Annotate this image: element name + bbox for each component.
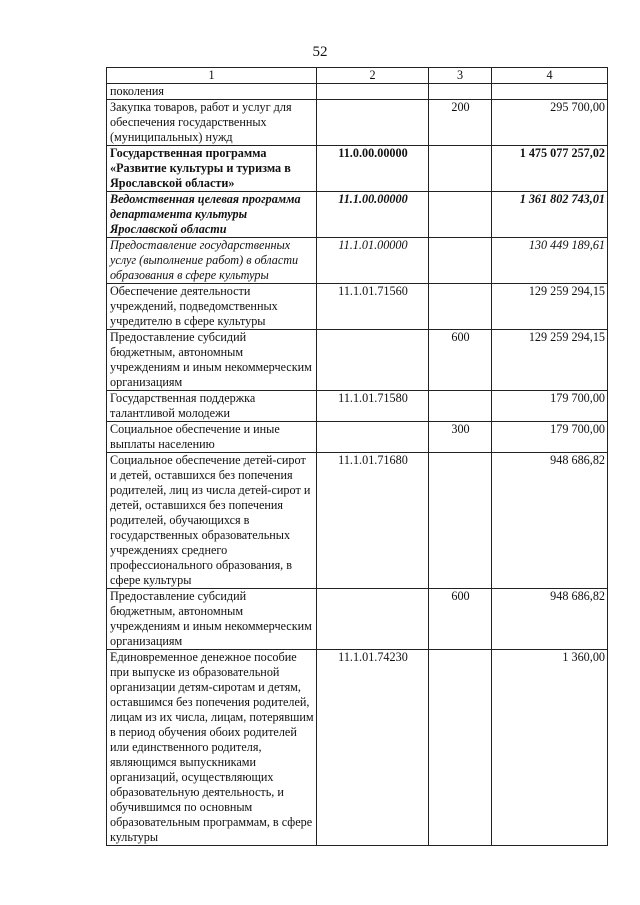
- table-row: [107, 100, 608, 146]
- row-name: поколения: [107, 84, 317, 100]
- header-col-4: 4: [492, 68, 608, 84]
- row-code: 11.1.01.00000: [317, 238, 429, 284]
- row-expense-kind: [429, 238, 492, 284]
- row-expense-kind: [429, 391, 492, 422]
- table-row: [107, 330, 608, 391]
- table-row: [107, 284, 608, 330]
- row-code: 11.1.01.71560: [317, 284, 429, 330]
- row-amount: 1 475 077 257,02: [492, 146, 608, 192]
- row-expense-kind: [429, 146, 492, 192]
- table-row: [107, 650, 608, 846]
- table-row: [107, 146, 608, 192]
- table-row: [107, 589, 608, 650]
- header-col-2: 2: [317, 68, 429, 84]
- row-name: Предоставление субсидий бюджетным, автономным учреждениям и иным некоммерческим организациям: [107, 330, 317, 391]
- table-row: [107, 391, 608, 422]
- row-expense-kind: [429, 192, 492, 238]
- row-amount: 1 361 802 743,01: [492, 192, 608, 238]
- table-row: [107, 84, 608, 100]
- row-code: [317, 330, 429, 391]
- budget-table: [106, 67, 608, 846]
- row-code: 11.1.01.71580: [317, 391, 429, 422]
- row-code: [317, 84, 429, 100]
- row-name: Ведомственная целевая программа департамента культуры Ярославской области: [107, 192, 317, 238]
- row-amount: 948 686,82: [492, 453, 608, 589]
- table-row: [107, 422, 608, 453]
- row-amount: [492, 84, 608, 100]
- row-name: Предоставление субсидий бюджетным, автономным учреждениям и иным некоммерческим организациям: [107, 589, 317, 650]
- row-code: 11.1.00.00000: [317, 192, 429, 238]
- row-code: [317, 589, 429, 650]
- row-amount: 129 259 294,15: [492, 330, 608, 391]
- row-code: 11.1.01.74230: [317, 650, 429, 846]
- row-amount: 948 686,82: [492, 589, 608, 650]
- row-amount: 130 449 189,61: [492, 238, 608, 284]
- row-amount: 295 700,00: [492, 100, 608, 146]
- row-expense-kind: [429, 84, 492, 100]
- header-col-3: 3: [429, 68, 492, 84]
- row-amount: 179 700,00: [492, 422, 608, 453]
- page-number: 52: [312, 44, 328, 60]
- row-name: Единовременное денежное пособие при выпуске из образовательной организации детям-сиротам и детям, оставшимся без попечения родителей, лицам из их числа, лицам, потерявшим в период обучения обоих родителей или единственного родителя, являющимся выпускниками организаций, осуществляющих образовательную деятельность, и обучившимся по основным образовательным программам, в сфере культуры: [107, 650, 317, 846]
- row-expense-kind: 600: [429, 330, 492, 391]
- row-amount: 179 700,00: [492, 391, 608, 422]
- header-col-1: 1: [107, 68, 317, 84]
- table-row: [107, 238, 608, 284]
- row-expense-kind: 600: [429, 589, 492, 650]
- row-expense-kind: 200: [429, 100, 492, 146]
- row-name: Социальное обеспечение и иные выплаты населению: [107, 422, 317, 453]
- row-amount: 1 360,00: [492, 650, 608, 846]
- row-name: Государственная программа «Развитие культуры и туризма в Ярославской области»: [107, 146, 317, 192]
- table-row: [107, 192, 608, 238]
- row-name: Социальное обеспечение детей-сирот и детей, оставшихся без попечения родителей, лиц из числа детей-сирот и детей, оставшихся без попечения родителей, обучающихся в государственных образовательных учреждениях среднего профессионального образования, в сфере культуры: [107, 453, 317, 589]
- table-header-row: [107, 68, 608, 84]
- table-row: [107, 453, 608, 589]
- row-code: 11.1.01.71680: [317, 453, 429, 589]
- row-name: Закупка товаров, работ и услуг для обеспечения государственных (муниципальных) нужд: [107, 100, 317, 146]
- row-expense-kind: [429, 453, 492, 589]
- row-amount: 129 259 294,15: [492, 284, 608, 330]
- table-body: [107, 84, 608, 846]
- row-expense-kind: [429, 284, 492, 330]
- row-name: Государственная поддержка талантливой молодежи: [107, 391, 317, 422]
- row-code: [317, 422, 429, 453]
- row-name: Предоставление государственных услуг (выполнение работ) в области образования в сфере культуры: [107, 238, 317, 284]
- row-code: 11.0.00.00000: [317, 146, 429, 192]
- row-code: [317, 100, 429, 146]
- row-expense-kind: [429, 650, 492, 846]
- row-expense-kind: 300: [429, 422, 492, 453]
- row-name: Обеспечение деятельности учреждений, подведомственных учредителю в сфере культуры: [107, 284, 317, 330]
